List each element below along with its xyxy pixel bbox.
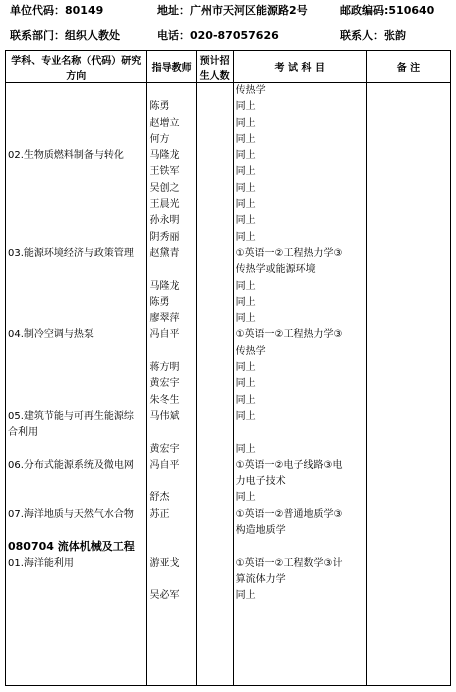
exam-subject: 传热学或能源环境 <box>235 264 316 276</box>
advisor-name: 舒杰 <box>149 492 170 504</box>
exam-subject: 同上 <box>235 231 256 243</box>
research-direction <box>8 99 144 115</box>
advisor-name: 赵黛青 <box>149 247 180 259</box>
research-direction <box>8 164 144 180</box>
advisor-name: 黄宏宇 <box>149 443 180 455</box>
advisor-name: 马隆龙 <box>149 150 180 162</box>
advisor-name: 马伟斌 <box>149 410 180 422</box>
advisor-name <box>149 83 193 99</box>
research-direction: 合利用 <box>8 427 38 439</box>
exam-subject: 同上 <box>235 133 256 145</box>
exam-subject: 同上 <box>235 150 256 162</box>
research-direction <box>8 181 144 197</box>
contact-dept: 联系部门：组织人教处 <box>10 29 120 42</box>
exam-column <box>233 83 366 686</box>
phone: 电话：020-87057626 <box>157 29 279 42</box>
exam-subject: 同上 <box>235 182 256 194</box>
address: 地址：广州市天河区能源路2号 <box>157 4 308 17</box>
exam-subject: ①英语一②工程热力学③ <box>235 329 343 341</box>
advisor-name: 马隆龙 <box>149 280 180 292</box>
col-remark-header: 备 注 <box>366 51 450 83</box>
research-direction: 04.制冷空调与热泵 <box>8 329 94 341</box>
research-direction <box>8 230 144 246</box>
research-direction <box>8 474 144 490</box>
exam-subject: 同上 <box>235 410 256 422</box>
exam-subject: 同上 <box>235 378 256 390</box>
research-direction: 07.海洋地质与天然气水合物 <box>8 508 134 520</box>
exam-subject: 同上 <box>235 362 256 374</box>
exam-subject: 力电子技术 <box>235 476 286 488</box>
exam-subject: 构造地质学 <box>235 525 286 537</box>
exam-subject: 算流体力学 <box>235 573 286 585</box>
advisor-column <box>147 83 196 686</box>
exam-subject: 同上 <box>235 394 256 406</box>
research-direction <box>8 588 144 604</box>
advisor-name: 游亚戈 <box>149 557 180 569</box>
advisor-name: 王晨光 <box>149 199 180 211</box>
col-exam-header: 考 试 科 目 <box>233 51 366 83</box>
research-direction <box>8 490 144 506</box>
col-quota-header: 预计招生人数 <box>196 51 233 83</box>
advisor-name: 王铁军 <box>149 166 180 178</box>
research-direction <box>8 393 144 409</box>
research-direction <box>8 197 144 213</box>
subject-column <box>6 83 147 686</box>
advisor-name: 吴创之 <box>149 182 180 194</box>
exam-subject: 同上 <box>235 117 256 129</box>
advisor-name <box>149 539 193 555</box>
advisor-name: 蒋方明 <box>149 362 180 374</box>
research-direction: 02.生物质燃料制备与转化 <box>8 150 124 162</box>
quota-column <box>196 83 233 686</box>
advisor-name: 冯自平 <box>149 329 180 341</box>
research-direction <box>8 376 144 392</box>
research-direction: 01.海洋能利用 <box>8 557 74 569</box>
exam-subject: 同上 <box>235 296 256 308</box>
advisor-name <box>149 262 193 278</box>
exam-subject <box>236 425 364 441</box>
col-subject-header: 学科、专业名称（代码）研究方向 <box>6 51 147 83</box>
research-direction: 05.建筑节能与可再生能源综 <box>8 410 134 422</box>
research-direction <box>8 132 144 148</box>
advisor-name <box>149 572 193 588</box>
exam-subject: 同上 <box>235 166 256 178</box>
advisor-name: 何方 <box>149 133 170 145</box>
exam-subject: 同上 <box>235 492 256 504</box>
advisor-name: 冯自平 <box>149 459 180 471</box>
advisor-name: 吴必军 <box>149 590 180 602</box>
research-direction <box>8 311 144 327</box>
research-direction <box>8 523 144 539</box>
exam-subject: 同上 <box>235 313 256 325</box>
col-advisor-header: 指导教师 <box>147 51 196 83</box>
advisor-name: 阴秀丽 <box>149 231 180 243</box>
advisor-name: 陈勇 <box>149 296 170 308</box>
advisor-name <box>149 523 193 539</box>
exam-table <box>5 50 451 686</box>
exam-subject: ①英语一②普通地质学③ <box>235 508 343 520</box>
exam-subject: 同上 <box>235 443 256 455</box>
exam-subject: 传热学 <box>235 345 266 357</box>
advisor-name: 苏正 <box>149 508 170 520</box>
research-direction <box>8 344 144 360</box>
research-direction <box>8 279 144 295</box>
postal-code: 邮政编码:510640 <box>340 4 435 17</box>
exam-subject: 同上 <box>235 280 256 292</box>
advisor-name <box>149 344 193 360</box>
contact-person: 联系人：张韵 <box>340 29 406 42</box>
exam-subject: ①英语一②工程热力学③ <box>235 247 343 259</box>
advisor-name: 朱冬生 <box>149 394 180 406</box>
research-direction <box>8 442 144 458</box>
research-direction <box>8 295 144 311</box>
research-direction <box>8 83 144 99</box>
exam-subject: 传热学 <box>235 85 266 96</box>
exam-subject: ①英语一②工程数学③计 <box>235 557 343 569</box>
advisor-name: 廖翠萍 <box>149 313 180 325</box>
exam-subject: 同上 <box>235 590 256 602</box>
research-direction <box>8 360 144 376</box>
advisor-name <box>149 425 193 441</box>
exam-subject <box>236 539 364 555</box>
research-direction <box>8 116 144 132</box>
advisor-name <box>149 474 193 490</box>
section-heading: 080704 流体机械及工程 <box>8 540 135 554</box>
exam-subject: ①英语一②电子线路③电 <box>235 459 343 471</box>
advisor-name: 黄宏宇 <box>149 378 180 390</box>
exam-subject: 同上 <box>235 199 256 211</box>
research-direction: 06.分布式能源系统及微电网 <box>8 459 134 471</box>
research-direction <box>8 262 144 278</box>
advisor-name: 孙永明 <box>149 215 180 227</box>
exam-subject: 同上 <box>235 215 256 227</box>
research-direction: 03.能源环境经济与政策管理 <box>8 247 134 259</box>
unit-code: 单位代码：80149 <box>10 4 104 17</box>
advisor-name: 陈勇 <box>149 101 170 113</box>
research-direction <box>8 572 144 588</box>
advisor-name: 赵增立 <box>149 117 180 129</box>
remark-column <box>366 83 450 686</box>
research-direction <box>8 213 144 229</box>
exam-subject: 同上 <box>235 101 256 113</box>
